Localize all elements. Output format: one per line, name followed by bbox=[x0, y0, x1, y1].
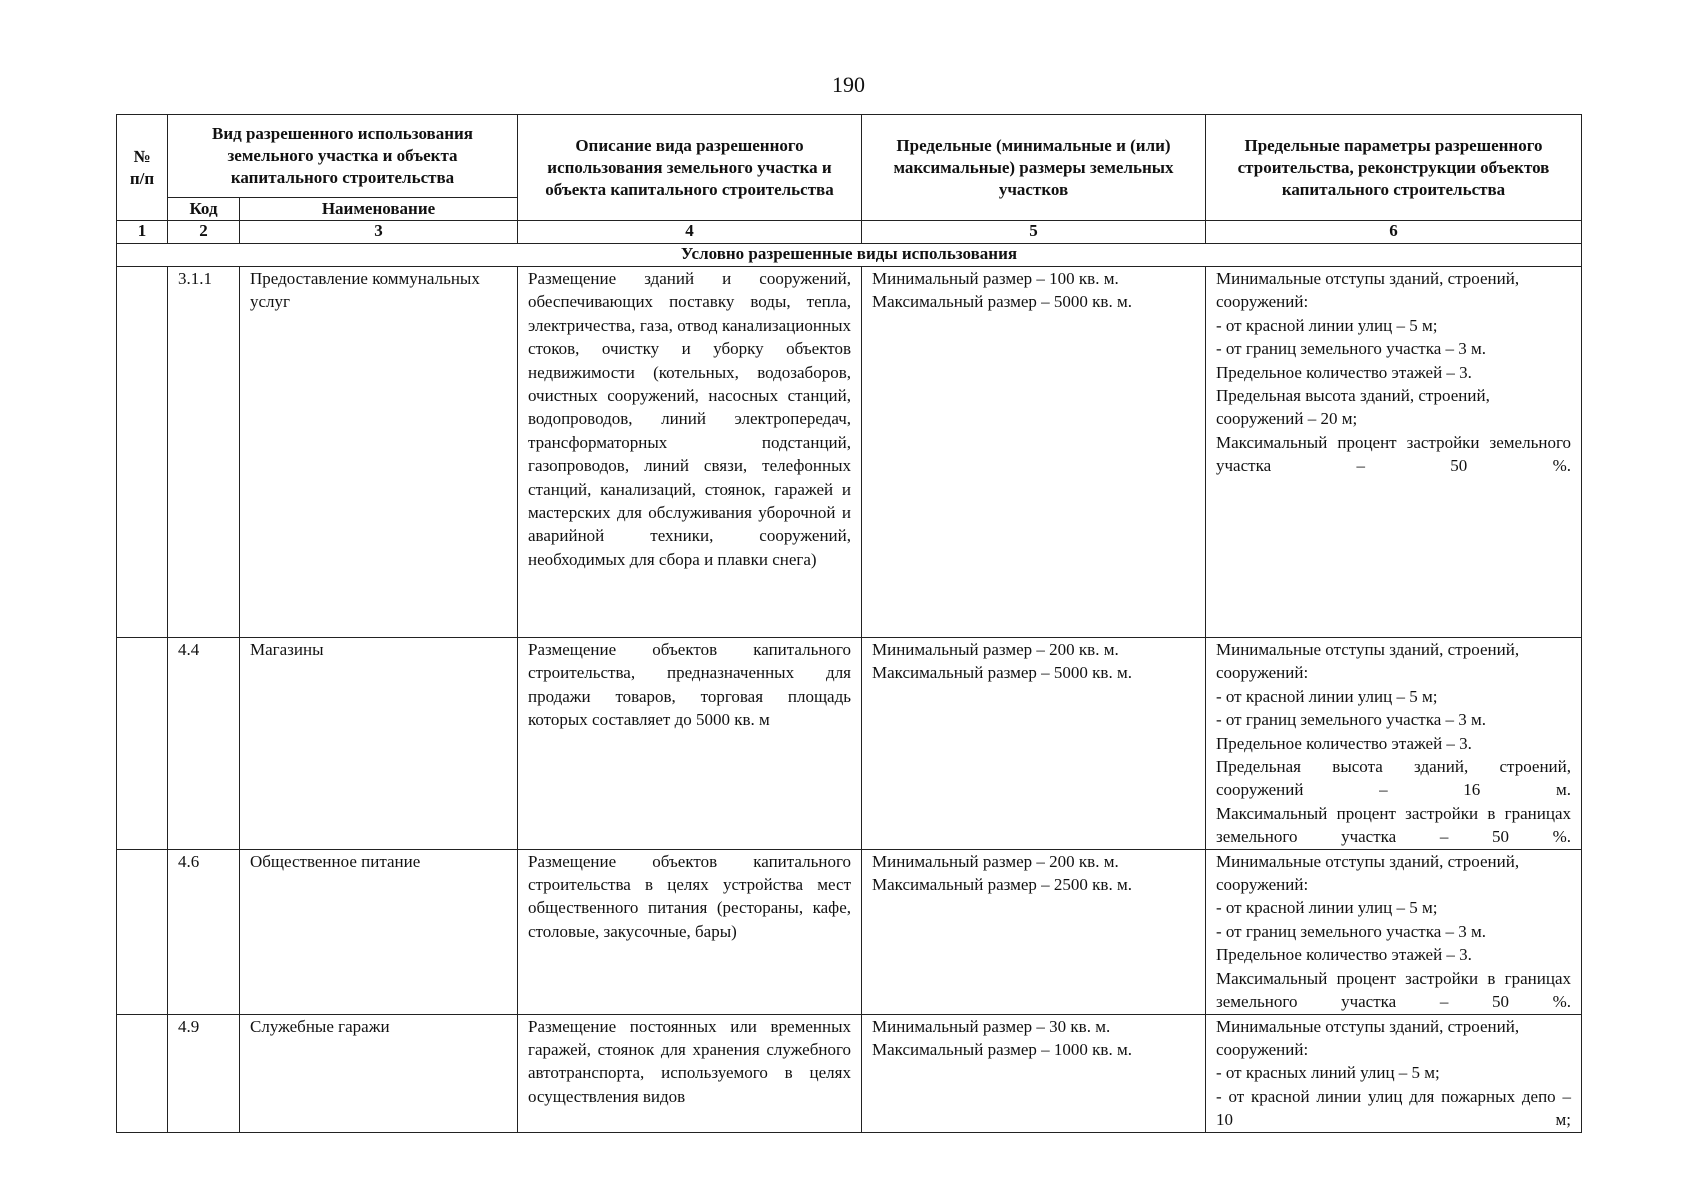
param-line: Максимальный процент застройки в границах земельного участка – 50 %. bbox=[1216, 968, 1571, 1012]
table-row bbox=[117, 1014, 1582, 1132]
param-line: Максимальный процент застройки земельного участка – 50 %. bbox=[1216, 432, 1571, 476]
column-number-row bbox=[117, 221, 1582, 244]
row-code: 4.4 bbox=[168, 638, 240, 850]
page-number: 190 bbox=[832, 72, 865, 97]
row-name: Служебные гаражи bbox=[240, 1014, 518, 1132]
param-line: Предельное количество этажей – 3. bbox=[1216, 945, 1472, 965]
header-code: Код bbox=[168, 198, 240, 221]
header-description: Описание вида разрешенного использования земельного участка и объекта капитального строительства bbox=[518, 115, 862, 221]
section-title: Условно разрешенные виды использования bbox=[117, 244, 1582, 267]
row-params bbox=[1206, 849, 1582, 1014]
column-number: 1 bbox=[117, 221, 168, 244]
size-line: Минимальный размер – 200 кв. м. bbox=[872, 851, 1119, 871]
row-description: Размещение объектов капитального строительства, предназначенных для продажи товаров, торговая площадь которых составляет до 5000 кв. м bbox=[518, 638, 862, 850]
param-line: Предельная высота зданий, строений, сооружений – 20 м; bbox=[1216, 386, 1490, 429]
header-use-type: Вид разрешенного использования земельного участка и объекта капитального строительства bbox=[168, 115, 518, 198]
size-line: Минимальный размер – 200 кв. м. bbox=[872, 640, 1119, 659]
param-line: Минимальные отступы зданий, строений, сооружений: bbox=[1216, 851, 1520, 895]
param-line: Предельное количество этажей – 3. bbox=[1216, 733, 1472, 753]
size-line: Максимальный размер – 1000 кв. м. bbox=[872, 1039, 1132, 1059]
column-number: 6 bbox=[1206, 221, 1582, 244]
row-params bbox=[1206, 1014, 1582, 1132]
row-code: 4.9 bbox=[168, 1014, 240, 1132]
row-description: Размещение объектов капитального строительства в целях устройства мест общественного питания (рестораны, кафе, столовые, закусочные, бары) bbox=[518, 849, 862, 1014]
row-name: Предоставление коммунальных услуг bbox=[240, 267, 518, 638]
param-line: - от красной линии улиц – 5 м; bbox=[1216, 315, 1438, 335]
param-line: Предельное количество этажей – 3. bbox=[1216, 362, 1472, 382]
param-line: Минимальные отступы зданий, строений, сооружений: bbox=[1216, 269, 1520, 312]
row-num bbox=[117, 638, 168, 850]
row-description: Размещение зданий и сооружений, обеспечивающих поставку воды, тепла, электричества, газа, отвод канализационных стоков, очистку и уборку объектов недвижимости (котельных, водозаборов, очистных сооружений, насосных станций, водопроводов, линий электропередач, трансформаторных подстанций, газопроводов, линий связи, телефонных станций, канализаций, стоянок, гаражей и мастерских для обслуживания уборочной и аварийной техники, сооружений, необходимых для сбора и плавки снега) bbox=[518, 267, 862, 638]
size-line: Максимальный размер – 2500 кв. м. bbox=[872, 875, 1132, 895]
size-line: Минимальный размер – 30 кв. м. bbox=[872, 1016, 1111, 1036]
header-num: № п/п bbox=[117, 115, 168, 221]
row-sizes bbox=[862, 1014, 1206, 1132]
row-sizes bbox=[862, 638, 1206, 850]
table-row bbox=[117, 638, 1582, 850]
row-code: 3.1.1 bbox=[168, 267, 240, 638]
column-number: 5 bbox=[862, 221, 1206, 244]
param-line: - от красной линии улиц – 5 м; bbox=[1216, 898, 1438, 918]
param-line: - от красной линии улиц – 5 м; bbox=[1216, 686, 1438, 706]
header-construction-params: Предельные параметры разрешенного строительства, реконструкции объектов капитального строительства bbox=[1206, 115, 1582, 221]
land-use-table bbox=[116, 114, 1582, 1133]
row-name: Общественное питание bbox=[240, 849, 518, 1014]
table-row bbox=[117, 849, 1582, 1014]
header-name: Наименование bbox=[240, 198, 518, 221]
table-row bbox=[117, 267, 1582, 638]
row-sizes bbox=[862, 849, 1206, 1014]
row-num bbox=[117, 849, 168, 1014]
param-line: Максимальный процент застройки в границах земельного участка – 50 %. bbox=[1216, 803, 1571, 847]
column-number: 4 bbox=[518, 221, 862, 244]
size-line: Максимальный размер – 5000 кв. м. bbox=[872, 292, 1132, 312]
column-number: 2 bbox=[168, 221, 240, 244]
param-line: - от границ земельного участка – 3 м. bbox=[1216, 339, 1486, 359]
param-line: Предельная высота зданий, строений, сооружений – 16 м. bbox=[1216, 757, 1571, 800]
row-num bbox=[117, 267, 168, 638]
param-line: Минимальные отступы зданий, строений, сооружений: bbox=[1216, 1016, 1520, 1059]
row-name: Магазины bbox=[240, 638, 518, 850]
section-row bbox=[117, 244, 1582, 267]
row-params bbox=[1206, 267, 1582, 638]
param-line: Минимальные отступы зданий, строений, сооружений: bbox=[1216, 640, 1520, 683]
param-line: - от границ земельного участка – 3 м. bbox=[1216, 710, 1486, 730]
row-code: 4.6 bbox=[168, 849, 240, 1014]
header-plot-sizes: Предельные (минимальные и (или) максимальные) размеры земельных участков bbox=[862, 115, 1206, 221]
size-line: Максимальный размер – 5000 кв. м. bbox=[872, 663, 1132, 683]
row-sizes bbox=[862, 267, 1206, 638]
size-line: Минимальный размер – 100 кв. м. bbox=[872, 269, 1119, 288]
param-line: - от красной линии улиц для пожарных депо – 10 м; bbox=[1216, 1086, 1571, 1130]
param-line: - от границ земельного участка – 3 м. bbox=[1216, 921, 1486, 941]
row-num bbox=[117, 1014, 168, 1132]
param-line: - от красных линий улиц – 5 м; bbox=[1216, 1063, 1440, 1083]
row-description: Размещение постоянных или временных гаражей, стоянок для хранения служебного автотранспорта, используемого в целях осуществления видов bbox=[518, 1014, 862, 1132]
column-number: 3 bbox=[240, 221, 518, 244]
row-params bbox=[1206, 638, 1582, 850]
